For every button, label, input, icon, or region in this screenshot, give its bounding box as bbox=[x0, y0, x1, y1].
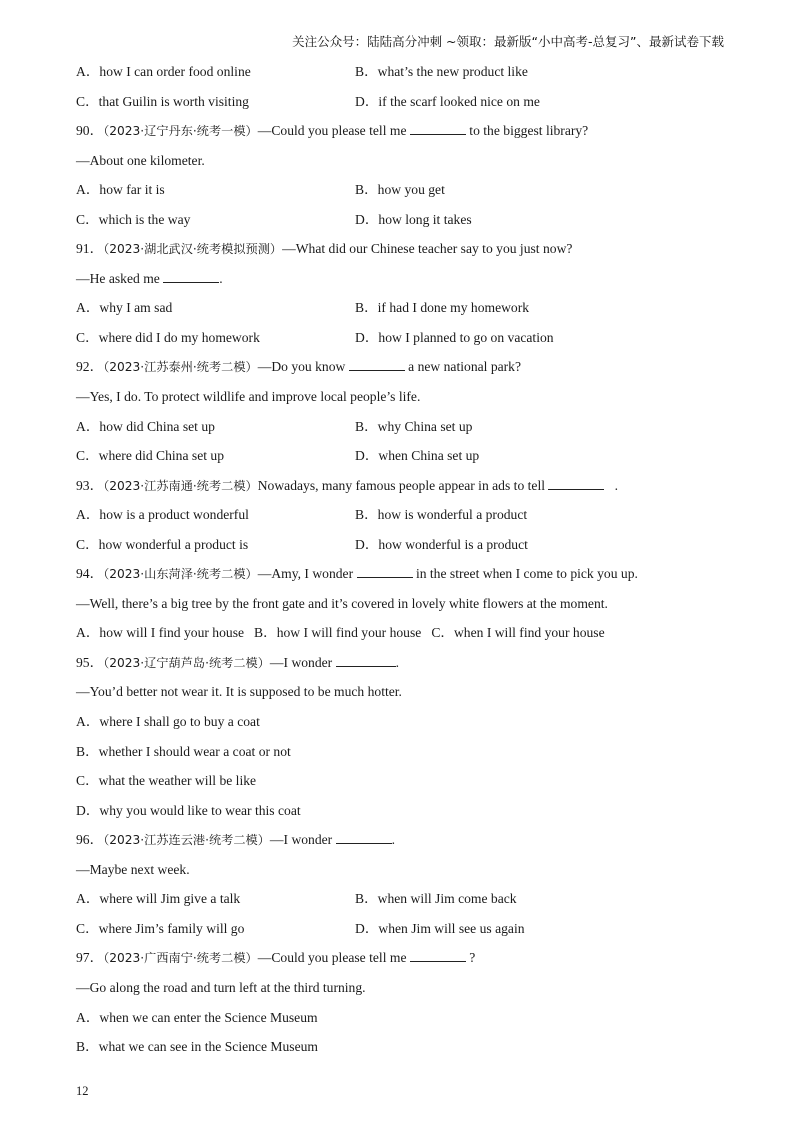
option-c: C．that Guilin is worth visiting bbox=[76, 93, 249, 109]
question-97-reply: —Go along the road and turn left at the third turning. bbox=[76, 979, 366, 995]
answer-blank bbox=[336, 654, 396, 667]
question-source: （2023·江苏南通·统考二模） bbox=[103, 478, 258, 493]
answer-blank bbox=[410, 122, 466, 135]
options-row bbox=[76, 412, 736, 442]
stem-text: —What did our Chinese teacher say to you just now? bbox=[282, 241, 573, 257]
question-source: （2023·辽宁丹东·统考一模） bbox=[103, 124, 258, 139]
stem-text: ? bbox=[469, 950, 476, 966]
options-row bbox=[76, 914, 736, 944]
option-b: B．when will Jim come back bbox=[355, 891, 517, 907]
question-number: 96． bbox=[76, 832, 104, 848]
options-row bbox=[76, 87, 736, 117]
stem-text: a new national park? bbox=[408, 359, 522, 375]
options-row bbox=[76, 323, 736, 353]
option-d: D．if the scarf looked nice on me bbox=[355, 93, 540, 109]
option-d: D．when China set up bbox=[355, 448, 480, 464]
question-95-reply: —You’d better not wear it. It is supposed to be much hotter. bbox=[76, 684, 402, 700]
options-row bbox=[76, 530, 736, 560]
option-c: C．where did I do my homework bbox=[76, 329, 260, 345]
question-source: （2023·江苏泰州·统考二模） bbox=[103, 360, 258, 375]
option-a: A．when we can enter the Science Museum bbox=[76, 1009, 318, 1025]
stem-text: Nowadays, many famous people appear in ads to tell bbox=[257, 477, 546, 493]
question-number: 90． bbox=[76, 123, 104, 139]
option-b: B．what’s the new product like bbox=[355, 64, 528, 79]
stem-text: —Amy, I wonder bbox=[257, 566, 354, 582]
question-number: 91． bbox=[76, 241, 104, 257]
stem-text: —I wonder bbox=[269, 832, 333, 848]
question-94-stem bbox=[76, 559, 736, 589]
options-row bbox=[76, 884, 736, 914]
option-c: C．where Jim’s family will go bbox=[76, 920, 245, 936]
option-b: B．why China set up bbox=[355, 418, 473, 434]
answer-blank bbox=[357, 565, 413, 578]
question-source: （2023·广西南宁·统考二模） bbox=[103, 951, 258, 966]
option-c: C．when I will find your house bbox=[431, 625, 605, 641]
options-row bbox=[76, 500, 736, 530]
stem-text: in the street when I come to pick you up. bbox=[415, 566, 638, 582]
option-a: A．how did China set up bbox=[76, 418, 215, 434]
option-d: D．how long it takes bbox=[355, 211, 472, 227]
page-number: 12 bbox=[76, 1084, 89, 1098]
page-header: 关注公众号：陆陆高分冲刺 ~领取：最新版“小中高考-总复习”、最新试卷下载 bbox=[292, 34, 724, 49]
reply-text: —He asked me bbox=[76, 270, 160, 286]
answer-blank bbox=[410, 949, 466, 962]
stem-text: —Do you know bbox=[257, 359, 346, 375]
option-a: A．where I shall go to buy a coat bbox=[76, 714, 260, 730]
answer-blank bbox=[336, 831, 392, 844]
stem-text: —Could you please tell me bbox=[257, 123, 407, 139]
option-c: C．how wonderful a product is bbox=[76, 536, 249, 552]
option-b: B．what we can see in the Science Museum bbox=[76, 1039, 318, 1055]
option-a: A．where will Jim give a talk bbox=[76, 891, 241, 907]
stem-text: to the biggest library? bbox=[469, 123, 589, 139]
question-source: （2023·山东菏泽·统考二模） bbox=[103, 567, 258, 582]
option-c: C．where did China set up bbox=[76, 448, 224, 464]
question-91-reply bbox=[76, 264, 736, 294]
question-96-reply: —Maybe next week. bbox=[76, 861, 190, 877]
option-d: D．when Jim will see us again bbox=[355, 920, 525, 936]
stem-text: . bbox=[395, 654, 400, 670]
question-number: 95． bbox=[76, 654, 104, 670]
options-row bbox=[76, 57, 736, 87]
option-c: C．what the weather will be like bbox=[76, 773, 257, 789]
option-a: A．how will I find your house bbox=[76, 625, 245, 641]
reply-text: . bbox=[219, 270, 223, 286]
question-number: 92． bbox=[76, 359, 104, 375]
answer-blank bbox=[349, 358, 405, 371]
option-a: A．how far it is bbox=[76, 182, 165, 198]
option-b: B．how I will find your house bbox=[254, 625, 422, 641]
options-row bbox=[76, 293, 736, 323]
option-d: D．how I planned to go on vacation bbox=[355, 329, 554, 345]
options-row bbox=[76, 618, 736, 648]
question-97-stem bbox=[76, 943, 736, 973]
question-90-reply: —About one kilometer. bbox=[76, 152, 205, 168]
question-source: （2023·湖北武汉·统考模拟预测） bbox=[103, 242, 283, 257]
stem-text: —I wonder bbox=[269, 654, 333, 670]
option-b: B．how you get bbox=[355, 182, 445, 198]
question-number: 94． bbox=[76, 566, 104, 582]
option-b: B．if had I done my homework bbox=[355, 300, 530, 316]
question-94-reply: —Well, there’s a big tree by the front gate and it’s covered in lovely white flowers at the moment. bbox=[76, 595, 608, 611]
option-a: A．why I am sad bbox=[76, 300, 173, 316]
options-row bbox=[76, 205, 736, 235]
stem-text: . bbox=[391, 832, 396, 848]
option-a: A．how is a product wonderful bbox=[76, 507, 249, 523]
options-row bbox=[76, 441, 736, 471]
question-92-reply: —Yes, I do. To protect wildlife and improve local people’s life. bbox=[76, 389, 421, 405]
question-91-stem bbox=[76, 234, 736, 264]
option-b: B．how is wonderful a product bbox=[355, 507, 528, 523]
question-92-stem bbox=[76, 352, 736, 382]
question-number: 97． bbox=[76, 950, 104, 966]
question-number: 93． bbox=[76, 477, 104, 493]
question-source: （2023·辽宁葫芦岛·统考二模） bbox=[103, 655, 270, 670]
question-page bbox=[76, 57, 736, 1062]
question-96-stem bbox=[76, 825, 736, 855]
answer-blank bbox=[548, 477, 604, 490]
answer-blank bbox=[163, 270, 219, 283]
question-source: （2023·江苏连云港·统考二模） bbox=[103, 833, 270, 848]
option-d: D．why you would like to wear this coat bbox=[76, 802, 301, 818]
option-d: D．how wonderful is a product bbox=[355, 536, 528, 552]
option-c: C．which is the way bbox=[76, 211, 191, 227]
option-b: B．whether I should wear a coat or not bbox=[76, 743, 291, 759]
option-a: A．how I can order food online bbox=[76, 64, 251, 79]
question-93-stem bbox=[76, 471, 736, 501]
question-90-stem bbox=[76, 116, 736, 146]
options-row bbox=[76, 175, 736, 205]
question-95-stem bbox=[76, 648, 736, 678]
stem-text: —Could you please tell me bbox=[257, 950, 407, 966]
stem-text: . bbox=[614, 477, 619, 493]
